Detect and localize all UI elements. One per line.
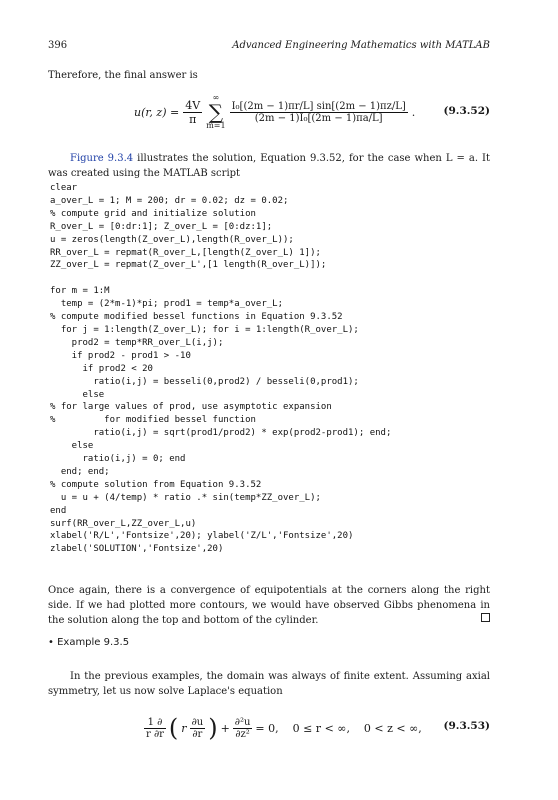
example-heading: • Example 9.3.5 (48, 637, 130, 648)
equation-9-3-53: $\frac{1 \partial}{r \partial r}$ ( r $\frac{\partial u}{\partial r}$ ) + $\frac{\text{∂²u}}{\text{∂z²}}$ = 0, 0 ≤ r < ∞, 0 < z < ∞, (9.3.53) (146, 714, 490, 742)
matlab-script: clear a_over_L = 1; M = 200; dr = 0.02; dz = 0.02; % compute grid and initialize solution R_over_L = [0:dr:1]; Z_over_L = [0:dz:1]; u = zeros(length(Z_over_L),length(R_over_L)); RR_over_L = repmat(R_over_L,[length(Z_over_L) 1]); ZZ_over_L = repmat(Z_over_L',[1 length(R_over_L)]); for m = 1:M temp = (2*m-1)*pi; prod1 = temp*a_over_L; % compute modified bessel functions in Equation 9.3.52 for j = 1:length(Z_over_L); for i = 1:length(R_over_L); prod2 = temp*RR_over_L(i,j); if prod2 - prod1 > -10 if prod2 < 20 ratio(i,j) = besseli(0,prod2) / besseli(0,prod1); else % for large values of prod, use asymptotic expansion % for modified bessel function ratio(i,j) = sqrt(prod1/prod2) * exp(prod2-prod1); end; else ratio(i,j) = 0; end end; end; % compute solution from Equation 9.3.52 u = u + (4/temp) * ratio .* sin(temp*ZZ_over_L); end surf(RR_over_L,ZZ_over_L,u) xlabel('R/L','Fontsize',20); ylabel('Z/L','Fontsize',20) zlabel('SOLUTION','Fontsize',20) (50, 183, 392, 555)
running-title: Advanced Engineering Mathematics with MATLAB (232, 40, 490, 51)
paragraph-laplace: In the previous examples, the domain was always of finite extent. Assuming axial symmetry, let us now solve Laplace's equation (48, 671, 490, 697)
eq2-conditions: = 0, 0 ≤ r < ∞, 0 < z < ∞, (255, 721, 422, 735)
eq-coefficient: $\frac{4V}{\pi}$ (185, 98, 201, 126)
qed-symbol (481, 613, 490, 622)
equation-number: (9.3.52) (443, 105, 490, 117)
equation-9-3-52: u(r, z) = $\frac{4V}{\pi}$ ∞ ∑ m=1 $\frac{\text{I₀[(2m − 1)πr/L] sin[(2m − 1)πz/L]}}{\text{(2m − 1)I₀[(2m − 1)πa/L]}}$ . (9.3.52) (134, 93, 490, 130)
eq2-term3: $\frac{\text{∂²u}}{\text{∂z²}}$ (234, 716, 251, 740)
eq-lhs: u(r, z) = (134, 105, 180, 119)
figure-link[interactable]: Figure 9.3.4 (70, 153, 134, 164)
equation-number: (9.3.53) (443, 720, 490, 732)
paragraph-final-answer: Therefore, the final answer is (48, 70, 198, 81)
summation: ∞ ∑ m=1 (206, 93, 226, 130)
eq-main-fraction: $\frac{\text{I₀[(2m − 1)πr/L] sin[(2m − 1)πz/L]}}{\text{(2m − 1)I₀[(2m − 1)πa/L]}}$ (231, 100, 406, 124)
page-header (48, 40, 490, 54)
eq2-term2: $\frac{\partial u}{\partial r}$ (191, 716, 204, 740)
paragraph-convergence: Once again, there is a convergence of equipotentials at the corners along the right side. If we had plotted more contours, we would have observed Gibbs phenomena in the solution along the top and bottom of the cylinder. (48, 585, 490, 626)
page-number: 396 (48, 40, 68, 51)
eq2-term1: $\frac{1 \partial}{r \partial r}$ (146, 716, 164, 740)
paragraph-figure-reference: Figure 9.3.4 illustrates the solution, Equation 9.3.52, for the case when L = a. It was created using the MATLAB script (48, 153, 490, 179)
